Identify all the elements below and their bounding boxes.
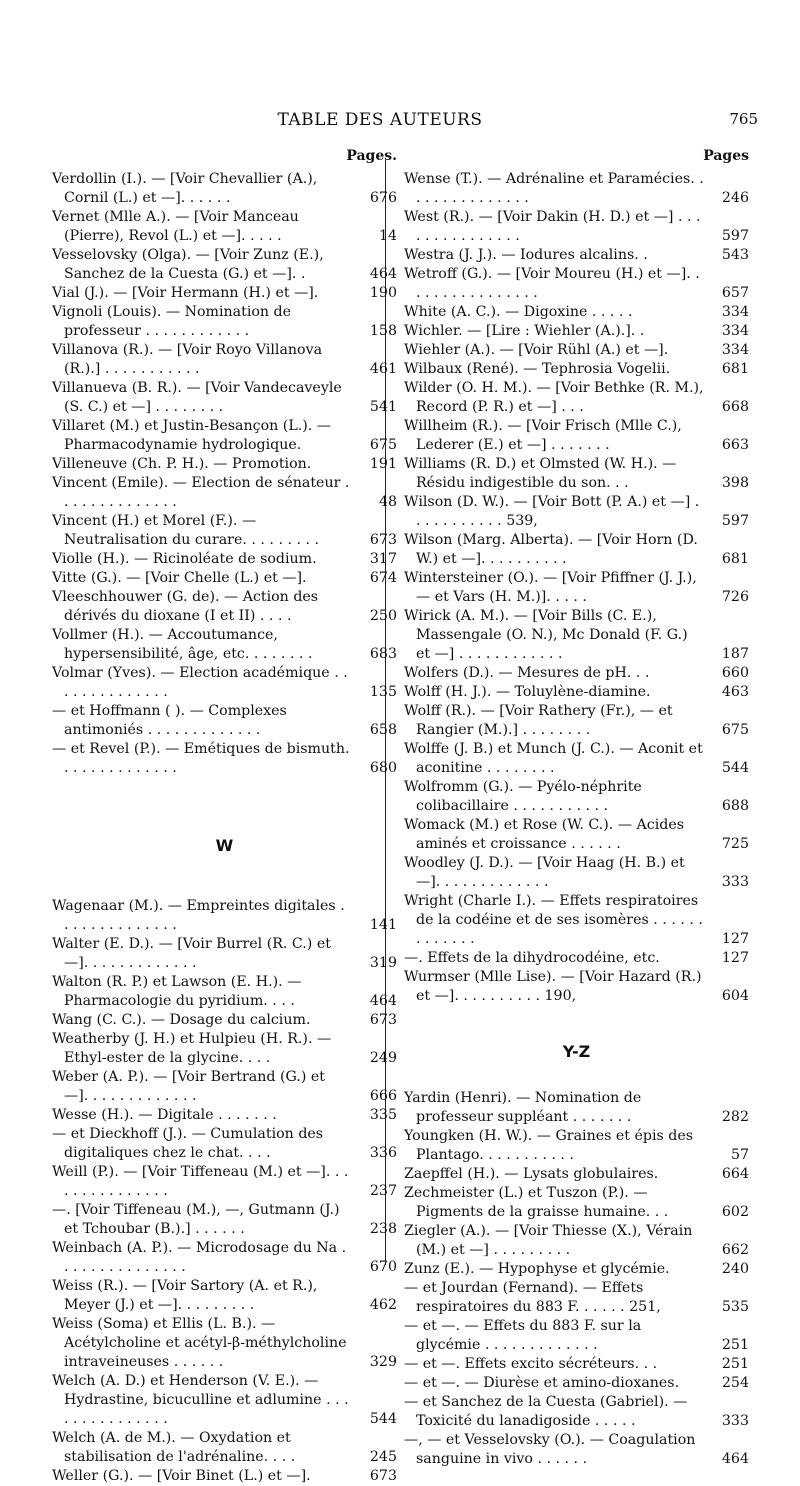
index-entry <box>404 341 749 360</box>
entry-page: 237 <box>369 1183 397 1199</box>
index-entry <box>404 265 749 303</box>
entry-text: Violle (H.). — Ricinoléate de sodium. <box>52 551 317 567</box>
entry-page: 336 <box>369 1145 397 1161</box>
entry-page: 334 <box>721 323 749 339</box>
entry-text: Weinbach (A. P.). — Microdosage du Na . . . . . . . . . . . . . . . <box>52 1240 347 1275</box>
entry-text: Walter (E. D.). — [Voir Burrel (R. C.) et —]. . . . . . . . . . . . . <box>52 936 331 971</box>
index-entry <box>52 208 397 246</box>
entry-page: 254 <box>721 1375 749 1391</box>
entry-page: 683 <box>369 646 397 662</box>
entry-text: — et —. Effets excito sécréteurs. . . <box>404 1356 658 1372</box>
entry-page: 461 <box>369 361 397 377</box>
entry-text: Wolff (H. J.). — Toluylène-diamine. <box>404 684 651 700</box>
pages-label-right: Pages <box>703 148 749 164</box>
index-entry <box>52 897 397 935</box>
index-entry <box>404 854 749 892</box>
entry-page: 246 <box>721 190 749 206</box>
entry-page: 334 <box>721 342 749 358</box>
index-entry <box>404 531 749 569</box>
entry-page: 673 <box>369 1012 397 1028</box>
entry-page: 681 <box>721 361 749 377</box>
entry-page: 673 <box>369 532 397 548</box>
entry-text: Wilson (D. W.). — [Voir Bott (P. A.) et —] . . . . . . . . . . . 539, <box>404 494 700 529</box>
index-entry <box>52 1106 397 1125</box>
entry-page: 658 <box>369 722 397 738</box>
running-header-title: TABLE DES AUTEURS <box>277 110 483 130</box>
entry-text: — et Revel (P.). — Emétiques de bismuth. . . . . . . . . . . . . . <box>52 741 350 776</box>
entry-text: White (A. C.). — Digoxine . . . . . <box>404 304 633 320</box>
entry-page: 335 <box>369 1107 397 1123</box>
entry-page: 48 <box>378 494 397 510</box>
index-entry <box>52 740 397 778</box>
entry-page: 319 <box>369 955 397 971</box>
entry-text: Wolff (R.). — [Voir Rathery (Fr.), — et Rangier (M.).] . . . . . . . . <box>404 703 673 738</box>
entry-text: Villeneuve (Ch. P. H.). — Promotion. <box>52 456 312 472</box>
entry-page: 240 <box>721 1261 749 1277</box>
entry-text: Youngken (H. W.). — Graines et épis des Plantago. . . . . . . . . . . <box>404 1128 694 1163</box>
index-entry <box>52 1201 397 1239</box>
entry-page: 249 <box>369 1050 397 1066</box>
pages-label: Pages. <box>346 148 397 164</box>
entry-text: Vernet (Mlle A.). — [Voir Manceau (Pierre), Revol (L.) et —]. . . . . <box>52 209 299 244</box>
index-entry <box>404 208 749 246</box>
yz-entries <box>404 1089 749 1469</box>
index-entry <box>404 493 749 531</box>
index-entry <box>52 170 397 208</box>
index-entry <box>404 417 749 455</box>
entry-text: — et Hoffmann ( ). — Complexes antimoniés . . . . . . . . . . . . . <box>52 703 287 738</box>
entry-text: — et —. — Effets du 883 F. sur la glycémie . . . . . . . . . . . . . <box>404 1318 642 1353</box>
index-entry <box>404 1089 749 1127</box>
index-entry <box>404 607 749 664</box>
entry-page: 245 <box>369 1449 397 1465</box>
index-entry <box>404 455 749 493</box>
index-entry <box>404 1127 749 1165</box>
entry-page: 668 <box>721 399 749 415</box>
entry-text: Weiss (Soma) et Ellis (L. B.). — Acétylcholine et acétyl-β-méthylcholine intraveineuses . . . . . . <box>52 1316 347 1370</box>
entry-page: 664 <box>721 1166 749 1182</box>
entry-page: 666 <box>369 1088 397 1104</box>
entry-page: 251 <box>721 1356 749 1372</box>
entry-text: Villanova (R.). — [Voir Royo Villanova (R.).] . . . . . . . . . . . <box>52 342 323 377</box>
entry-text: Wolfers (D.). — Mesures de pH. . . <box>404 665 650 681</box>
index-entry <box>404 1393 749 1431</box>
entry-page: 127 <box>721 931 749 947</box>
entry-page: 251 <box>721 1337 749 1353</box>
entry-page: 190 <box>369 285 397 301</box>
entry-text: Westra (J. J.). — Iodures alcalins. . <box>404 247 648 263</box>
entry-text: Ziegler (A.). — [Voir Thiesse (X.), Vérain (M.) et —] . . . . . . . . . <box>404 1223 693 1258</box>
entry-page: 127 <box>721 950 749 966</box>
entry-page: 675 <box>721 722 749 738</box>
entry-text: —. Effets de la dihydrocodéine, etc. <box>404 950 660 966</box>
entry-text: Wetroff (G.). — [Voir Moureu (H.) et —]. . . . . . . . . . . . . . . . <box>404 266 700 301</box>
index-entry <box>52 379 397 417</box>
index-entry <box>404 1374 749 1393</box>
index-entry <box>52 455 397 474</box>
entry-page: 135 <box>369 684 397 700</box>
entry-page: 57 <box>730 1147 749 1163</box>
entry-page: 544 <box>369 1411 397 1427</box>
entry-page: 329 <box>369 1354 397 1370</box>
entry-text: Willheim (R.). — [Voir Frisch (Mlle C.), Lederer (E.) et —] . . . . . . . <box>404 418 682 453</box>
entry-text: Zechmeister (L.) et Tuszon (P.). — Pigments de la graisse humaine. . . <box>404 1185 669 1220</box>
index-entry <box>404 816 749 854</box>
index-entry <box>52 1467 397 1486</box>
entry-page: 604 <box>721 988 749 1004</box>
entry-page: 660 <box>721 665 749 681</box>
entry-text: Vleeschhouwer (G. de). — Action des dérivés du dioxane (I et II) . . . . <box>52 589 319 624</box>
entry-page: 187 <box>721 646 749 662</box>
entry-text: Wirick (A. M.). — [Voir Bills (C. E.), Massengale (O. N.), Mc Donald (F. G.) et —] . . . . . . . . . . . . <box>404 608 688 662</box>
entry-page: 688 <box>721 798 749 814</box>
left-entries <box>52 170 397 778</box>
index-entry <box>52 1429 397 1467</box>
entry-page: 333 <box>721 1413 749 1429</box>
entry-page: 14 <box>378 228 397 244</box>
entry-text: Wintersteiner (O.). — [Voir Pfiffner (J. J.), — et Vars (H. M.)]. . . . . <box>404 570 697 605</box>
index-entry <box>52 1011 397 1030</box>
entry-text: West (R.). — [Voir Dakin (H. D.) et —] . . . . . . . . . . . . . . . <box>404 209 701 244</box>
index-entry <box>404 360 749 379</box>
entry-text: Williams (R. D.) et Olmsted (W. H.). — Résidu indigestible du son. . . <box>404 456 677 491</box>
index-entry <box>404 1431 749 1469</box>
index-entry <box>52 246 397 284</box>
entry-text: Vitte (G.). — [Voir Chelle (L.) et —]. <box>52 570 307 586</box>
entry-text: Wilder (O. H. M.). — [Voir Bethke (R. M.), Record (P. R.) et —] . . . <box>404 380 704 415</box>
entry-text: Wilson (Marg. Alberta). — [Voir Horn (D. W.) et —]. . . . . . . . . . <box>404 532 698 567</box>
index-entry <box>52 626 397 664</box>
entry-page: 398 <box>721 475 749 491</box>
entry-text: Weiss (R.). — [Voir Sartory (A. et R.), Meyer (J.) et —]. . . . . . . . . <box>52 1278 318 1313</box>
entry-page: 334 <box>721 304 749 320</box>
index-entry <box>404 569 749 607</box>
entry-page: 680 <box>369 760 397 776</box>
entry-text: Villanueva (B. R.). — [Voir Vandecaveyle (S. C.) et —] . . . . . . . . <box>52 380 342 415</box>
w-entries <box>52 897 397 1486</box>
entry-page: 535 <box>721 1299 749 1315</box>
entry-text: Wiehler (A.). — [Voir Rühl (A.) et —]. <box>404 342 669 358</box>
index-entry <box>52 1372 397 1429</box>
index-entry <box>404 968 749 1006</box>
entry-page: 464 <box>369 993 397 1009</box>
index-entry <box>52 1125 397 1163</box>
entry-page: 673 <box>369 1468 397 1484</box>
entry-text: Vignoli (Louis). — Nomination de professeur . . . . . . . . . . . . <box>52 304 292 339</box>
entry-text: Wang (C. C.). — Dosage du calcium. <box>52 1012 311 1028</box>
index-entry <box>52 1030 397 1068</box>
entry-text: Vincent (Emile). — Election de sénateur . . . . . . . . . . . . . . <box>52 475 350 510</box>
index-entry <box>404 1222 749 1260</box>
entry-page: 464 <box>369 266 397 282</box>
entry-page: 602 <box>721 1204 749 1220</box>
index-entry <box>404 1279 749 1317</box>
entry-page: 541 <box>369 399 397 415</box>
index-entry <box>52 417 397 455</box>
entry-text: Wurmser (Mlle Lise). — [Voir Hazard (R.) et —]. . . . . . . . . . 190, <box>404 969 702 1004</box>
entry-text: —. [Voir Tiffeneau (M.), —, Gutmann (J.) et Tchoubar (B.).] . . . . . . <box>52 1202 340 1237</box>
left-column <box>52 148 397 1486</box>
index-entry <box>404 949 749 968</box>
index-entry <box>404 1260 749 1279</box>
entry-text: Weill (P.). — [Voir Tiffeneau (M.) et —]. . . . . . . . . . . . . . . <box>52 1164 349 1199</box>
entry-page: 238 <box>369 1221 397 1237</box>
entry-page: 250 <box>369 608 397 624</box>
index-entry <box>404 702 749 740</box>
entry-text: Volmar (Yves). — Election académique . . . . . . . . . . . . . . <box>52 665 348 700</box>
index-entry <box>404 778 749 816</box>
entry-text: Weber (A. P.). — [Voir Bertrand (G.) et —]. . . . . . . . . . . . . <box>52 1069 325 1104</box>
entry-page: 462 <box>369 1297 397 1313</box>
entry-page: 543 <box>721 247 749 263</box>
index-entry <box>52 588 397 626</box>
entry-text: Wolffe (J. B.) et Munch (J. C.). — Aconit et aconitine . . . . . . . . <box>404 741 703 776</box>
right-column <box>404 148 749 1469</box>
entry-text: — et Sanchez de la Cuesta (Gabriel). — Toxicité du lanadigoside . . . . . <box>404 1394 688 1429</box>
entry-text: Wense (T.). — Adrénaline et Paramécies. . . . . . . . . . . . . . . <box>404 171 704 206</box>
index-entry <box>52 702 397 740</box>
entry-page: 333 <box>721 874 749 890</box>
entry-text: Yardin (Henri). — Nomination de professeur suppléant . . . . . . . <box>404 1090 642 1125</box>
entry-page: 657 <box>721 285 749 301</box>
index-entry <box>404 1165 749 1184</box>
index-entry <box>52 303 397 341</box>
entry-text: Womack (M.) et Rose (W. C.). — Acides aminés et croissance . . . . . . <box>404 817 685 852</box>
section-heading-yz: Y-Z <box>562 1042 591 1061</box>
entry-text: Villaret (M.) et Justin-Besançon (L.). — Pharmacodynamie hydrologique. <box>52 418 331 453</box>
index-entry <box>52 664 397 702</box>
entry-page: 674 <box>369 570 397 586</box>
index-entry <box>52 569 397 588</box>
entry-text: Wilbaux (René). — Tephrosia Vogelii. <box>404 361 671 377</box>
entry-page: 681 <box>721 551 749 567</box>
entry-page: 726 <box>721 589 749 605</box>
entry-page: 191 <box>369 456 397 472</box>
index-entry <box>404 740 749 778</box>
entry-text: Wolfromm (G.). — Pyélo-néphrite colibacillaire . . . . . . . . . . . <box>404 779 642 814</box>
entry-text: Walton (R. P.) et Lawson (E. H.). — Pharmacologie du pyridium. . . . <box>52 974 302 1009</box>
entry-page: 675 <box>369 437 397 453</box>
entry-page: 725 <box>721 836 749 852</box>
index-entry <box>404 1184 749 1222</box>
page-number: 765 <box>729 110 758 128</box>
entry-page: 597 <box>721 513 749 529</box>
entry-text: Woodley (J. D.). — [Voir Haag (H. B.) et —]. . . . . . . . . . . . . <box>404 855 685 890</box>
entry-page: 597 <box>721 228 749 244</box>
index-entry <box>52 284 397 303</box>
entry-text: Wesse (H.). — Digitale . . . . . . . <box>52 1107 277 1123</box>
index-entry <box>52 1277 397 1315</box>
right-entries <box>404 170 749 1006</box>
entry-text: Vial (J.). — [Voir Hermann (H.) et —]. <box>52 285 319 301</box>
entry-page: 663 <box>721 437 749 453</box>
index-entry <box>52 1068 397 1106</box>
entry-page: 317 <box>369 551 397 567</box>
index-entry <box>52 512 397 550</box>
entry-text: —, — et Vesselovsky (O.). — Coagulation sanguine in vivo . . . . . . <box>404 1432 696 1467</box>
entry-text: Wichler. — [Lire : Wiehler (A.).]. . <box>404 323 645 339</box>
index-entry <box>52 973 397 1011</box>
index-entry <box>52 1239 397 1277</box>
index-entry <box>52 935 397 973</box>
index-entry <box>404 322 749 341</box>
index-entry <box>404 683 749 702</box>
entry-page: 544 <box>721 760 749 776</box>
index-entry <box>404 892 749 949</box>
entry-page: 282 <box>721 1109 749 1125</box>
index-entry <box>52 474 397 512</box>
entry-text: Zaepffel (H.). — Lysats globulaires. <box>404 1166 659 1182</box>
entry-page: 676 <box>369 190 397 206</box>
entry-text: Verdollin (I.). — [Voir Chevallier (A.), Cornil (L.) et —]. . . . . . <box>52 171 318 206</box>
entry-page: 670 <box>369 1259 397 1275</box>
entry-page: 464 <box>721 1451 749 1467</box>
entry-text: Vollmer (H.). — Accoutumance, hypersensibilité, âge, etc. . . . . . . . <box>52 627 313 662</box>
section-heading-w: W <box>215 836 234 855</box>
entry-page: 662 <box>721 1242 749 1258</box>
entry-text: — et —. — Diurèse et amino-dioxanes. <box>404 1375 680 1391</box>
index-entry <box>52 1163 397 1201</box>
index-entry <box>404 1355 749 1374</box>
index-entry <box>404 664 749 683</box>
entry-text: Vesselovsky (Olga). — [Voir Zunz (E.), Sanchez de la Cuesta (G.) et —]. . <box>52 247 324 282</box>
entry-page: 463 <box>721 684 749 700</box>
entry-page: 141 <box>369 917 397 933</box>
entry-text: Wright (Charle I.). — Effets respiratoires de la codéine et de ses isomères . . . . . . . . . . . . . <box>404 893 703 947</box>
entry-text: Vincent (H.) et Morel (F.). — Neutralisation du curare. . . . . . . . . <box>52 513 320 548</box>
index-entry <box>404 170 749 208</box>
entry-text: Welch (A. D.) et Henderson (V. E.). — Hydrastine, bicuculline et adlumine . . . . . . . . . . . . . . . <box>52 1373 349 1427</box>
index-entry <box>52 550 397 569</box>
entry-text: Zunz (E.). — Hypophyse et glycémie. <box>404 1261 670 1277</box>
entry-text: Wagenaar (M.). — Empreintes digitales . . . . . . . . . . . . . . <box>52 898 345 933</box>
entry-text: Weller (G.). — [Voir Binet (L.) et —]. <box>52 1468 311 1484</box>
entry-text: Weatherby (J. H.) et Hulpieu (H. R.). — Ethyl-ester de la glycine. . . . <box>52 1031 332 1066</box>
entry-text: — et Jourdan (Fernand). — Effets respiratoires du 883 F. . . . . . 251, <box>404 1280 661 1315</box>
index-entry <box>404 1317 749 1355</box>
entry-text: Welch (A. de M.). — Oxydation et stabilisation de l'adrénaline. . . . <box>52 1430 296 1465</box>
index-entry <box>52 1315 397 1372</box>
index-entry <box>52 341 397 379</box>
entry-page: 158 <box>369 323 397 339</box>
entry-text: — et Dieckhoff (J.). — Cumulation des digitaliques chez le chat. . . . <box>52 1126 324 1161</box>
index-entry <box>404 303 749 322</box>
index-entry <box>404 246 749 265</box>
index-entry <box>404 379 749 417</box>
